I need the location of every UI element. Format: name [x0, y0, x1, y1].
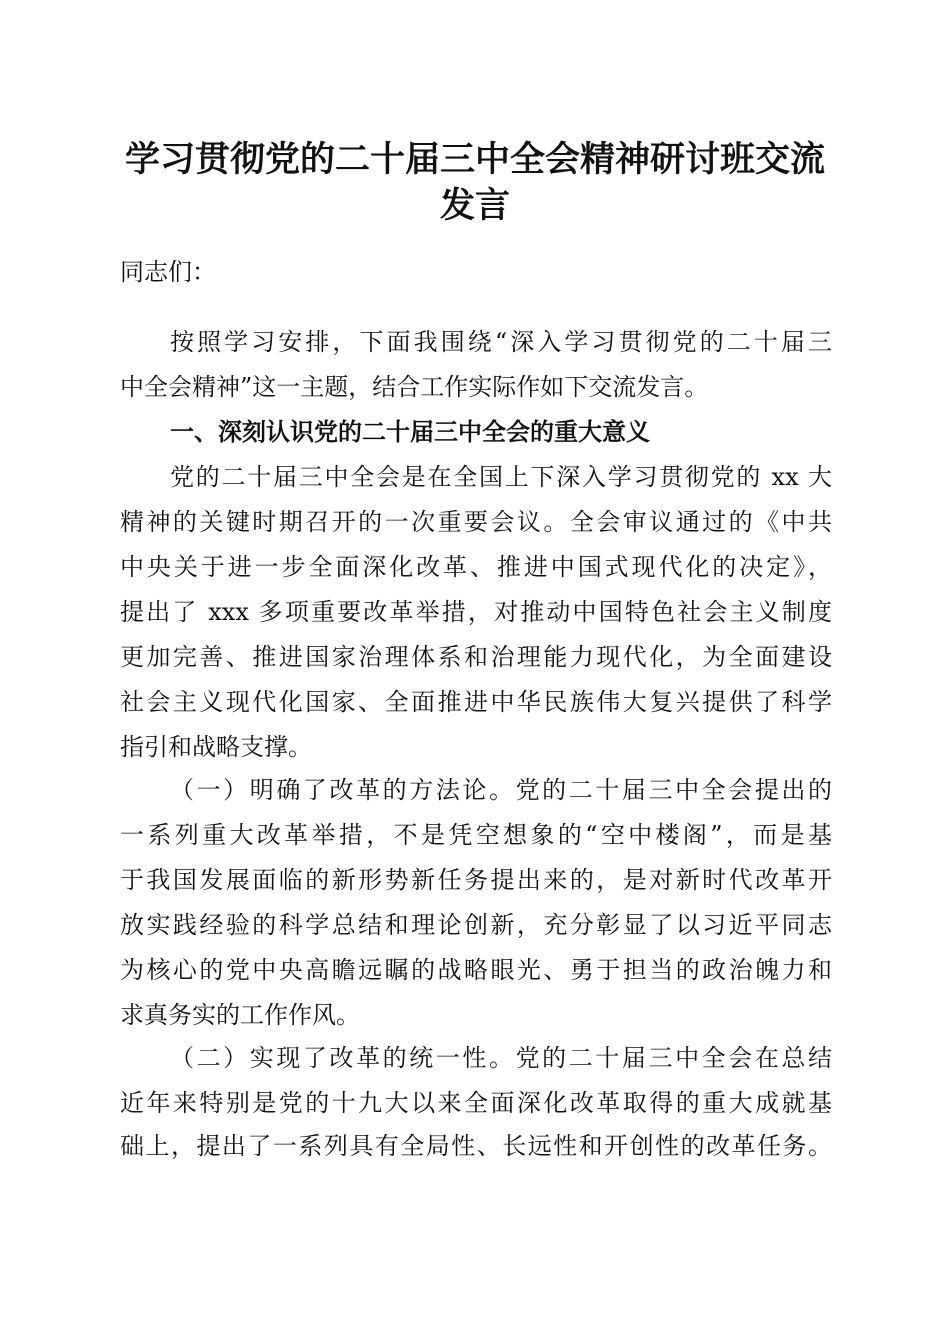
paragraph-line: 于我国发展面临的新形势新任务提出来的，是对新时代改革开 — [120, 866, 832, 894]
paragraph-line: 社会主义现代化国家、全面推进中华民族伟大复兴提供了科学 — [120, 688, 832, 716]
paragraph-line: 党的二十届三中全会是在全国上下深入学习贯彻党的 xx 大 — [170, 463, 832, 491]
paragraph-line: （二）实现了改革的统一性。党的二十届三中全会在总结 — [170, 1044, 832, 1072]
paragraph-line: 放实践经验的科学总结和理论创新，充分彰显了以习近平同志 — [120, 911, 832, 939]
document-title-line-2: 发言 — [439, 185, 510, 226]
paragraph-line: 为核心的党中央高瞻远瞩的战略眼光、勇于担当的政治魄力和 — [120, 956, 832, 984]
paragraph-line: 一系列重大改革举措，不是凭空想象的“空中楼阁”，而是基 — [120, 821, 832, 849]
paragraph-line: 更加完善、推进国家治理体系和治理能力现代化，为全面建设 — [120, 643, 832, 671]
paragraph-line: 中全会精神”这一主题，结合工作实际作如下交流发言。 — [120, 373, 709, 401]
paragraph-line: 础上，提出了一系列具有全局性、长远性和开创性的改革任务。 — [120, 1132, 832, 1160]
paragraph-line: （一）明确了改革的方法论。党的二十届三中全会提出的 — [170, 776, 832, 804]
paragraph-line: 按照学习安排，下面我围绕“深入学习贯彻党的二十届三 — [170, 328, 832, 356]
paragraph-line: 求真务实的工作作风。 — [120, 1001, 360, 1029]
paragraph-line: 中央关于进一步全面深化改革、推进中国式现代化的决定》， — [120, 553, 832, 581]
section-heading: 一、深刻认识党的二十届三中全会的重大意义 — [170, 417, 650, 446]
paragraph-line: 同志们： — [120, 258, 216, 286]
paragraph-line: 提出了 xxx 多项重要改革举措，对推动中国特色社会主义制度 — [120, 598, 832, 626]
document-title-line-1: 学习贯彻党的二十届三中全会精神研讨班交流 — [124, 139, 825, 180]
paragraph-line: 近年来特别是党的十九大以来全面深化改革取得的重大成就基 — [120, 1089, 832, 1117]
paragraph-line: 精神的关键时期召开的一次重要会议。全会审议通过的《中共 — [120, 508, 832, 536]
paragraph-line: 指引和战略支撑。 — [120, 733, 312, 761]
